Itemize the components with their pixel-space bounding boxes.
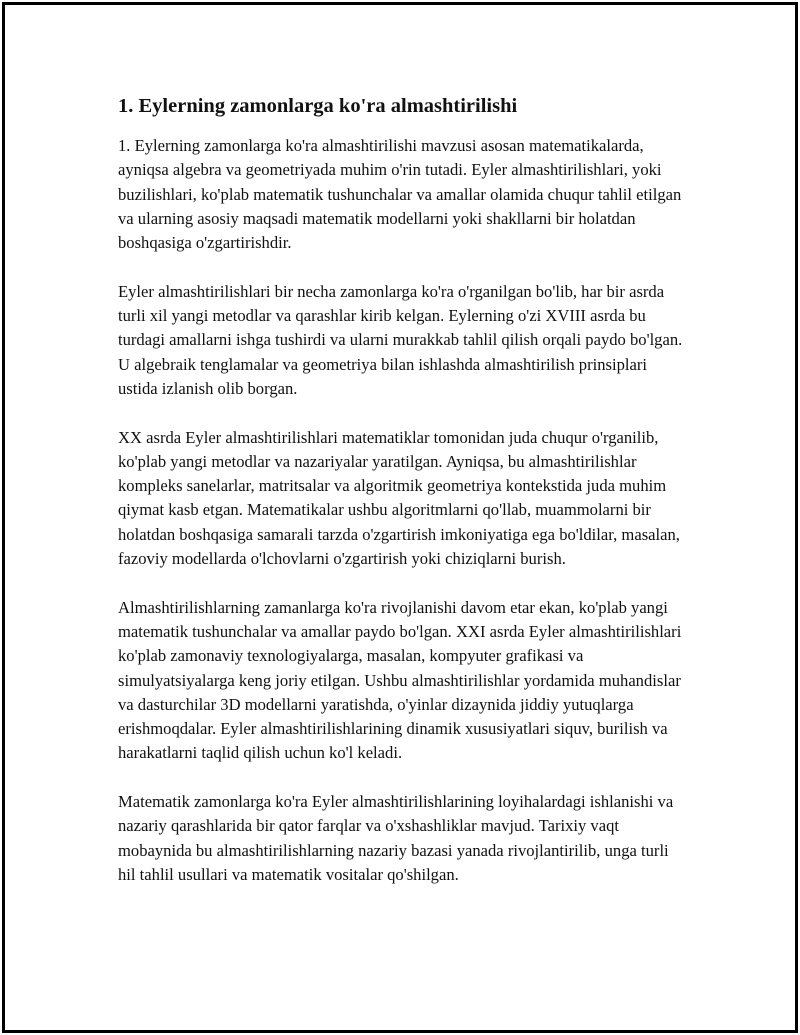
document-body bbox=[118, 92, 688, 912]
paragraph-5: Matematik zamonlarga ko'ra Eyler almashtirilishlarining loyihalardagi ishlanishi va nazariy qarashlarida bir qator farqlar va o'xshashliklar mavjud. Tarixiy vaqt mobaynida bu almashtirilishlarning nazariy bazasi yanada rivojlantirilib, unga turli hil tahlil usullari va matematik vositalar qo'shilgan. bbox=[118, 792, 674, 884]
document-title: 1. Eylerning zamonlarga ko'ra almashtirilishi bbox=[118, 95, 518, 117]
paragraph-3: XX asrda Eyler almashtirilishlari matematiklar tomonidan juda chuqur o'rganilib, ko'plab yangi metodlar va nazariyalar yaratilgan. Ayniqsa, bu almashtirilishlar kompleks sanelarlar, matritsalar va algoritmik geometriya kontekstida juda muhim qiymat kasb etgan. Matematikalar ushbu algoritmlarni qo'llab, muammolarni bir holatdan boshqasiga samarali tarzda o'zgartirish imkoniyatiga ega bo'ldilar, masalan, fazoviy modellarda o'lchovlarni o'zgartirish yoki chiziqlarni burish. bbox=[118, 427, 680, 569]
paragraph-4: Almashtirilishlarning zamanlarga ko'ra rivojlanishi davom etar ekan, ko'plab yangi matematik tushunchalar va amallar paydo bo'lgan. XXI asrda Eyler almashtirilishlari ko'plab zamonaviy texnologiyalarga, masalan, kompyuter grafikasi va simulyatsiyalarga keng joriy etilgan. Ushbu almashtirilishlar yordamida muhandislar va dasturchilar 3D modellarni yaratishda, o'yinlar dizaynida jiddiy yutuqlarga erishmoqdalar. Eyler almashtirilishlarining dinamik xususiyatlari siquv, burilish va harakatlarni taqlid qilish uchun ko'l keladi. bbox=[118, 597, 682, 763]
paragraph-2: Eyler almashtirilishlari bir necha zamonlarga ko'ra o'rganilgan bo'lib, har bir asrda turli xil yangi metodlar va qarashlar kirib kelgan. Eylerning o'zi XVIII asrda bu turdagi amallarni ishga tushirdi va ularni murakkab tahlil qilish orqali paydo bo'lgan. U algebraik tenglamalar va geometriya bilan ishlashda almashtirilish prinsiplari ustida izlanish olib borgan. bbox=[118, 281, 683, 398]
paragraph-1: 1. Eylerning zamonlarga ko'ra almashtirilishi mavzusi asosan matematikalarda, ayniqsa algebra va geometriyada muhim o'rin tutadi. Eyler almashtirilishlari, yoki buzilishlari, ko'plab matematik tushunchalar va amallar olamida chuqur tahlil etilgan va ularning asosiy maqsadi matematik modellarni yoki shakllarni bir holatdan boshqasiga o'zgartirishdir. bbox=[118, 136, 682, 253]
